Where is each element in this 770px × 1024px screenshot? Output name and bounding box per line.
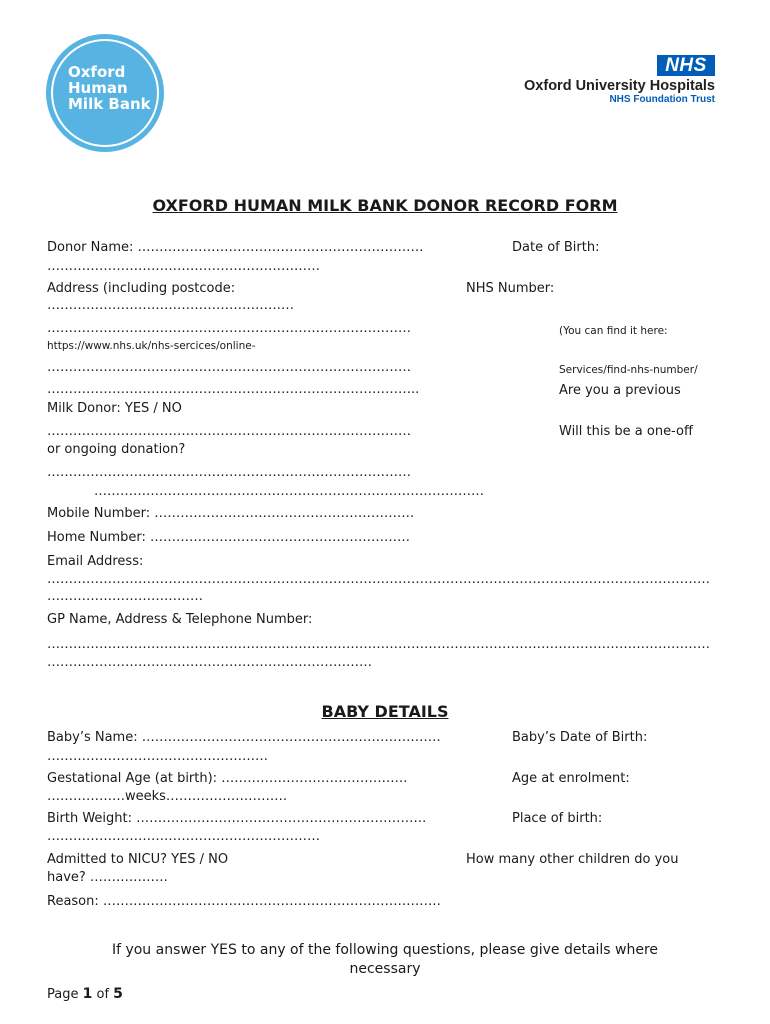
address-line-3: ………………………………………………………………………… xyxy=(47,360,411,375)
place-of-birth-label: Place of birth: xyxy=(512,811,603,826)
page-total: 5 xyxy=(113,986,123,1002)
ongoing-donation-label: or ongoing donation? xyxy=(47,442,186,457)
nhs-number-label: NHS Number: xyxy=(466,281,555,296)
org-trust: NHS Foundation Trust xyxy=(609,94,715,105)
instruction-note: If you answer YES to any of the following questions, please give details where necessary xyxy=(111,942,659,977)
baby-name-field: Baby’s Name: …………………………………………………………… xyxy=(47,730,441,745)
other-children-cont: have? ……………… xyxy=(47,870,168,885)
address-line-5: ………………………………………………………………………… xyxy=(47,424,411,439)
address-line-1: ………………………………………………… xyxy=(47,298,294,313)
nhs-logo: NHS xyxy=(657,55,715,76)
nicu-yes-no: Admitted to NICU? YES / NO xyxy=(47,852,229,867)
birth-weight-cont: ……………………………………………………… xyxy=(47,829,320,844)
gp-label: GP Name, Address & Telephone Number: xyxy=(47,612,313,627)
birth-weight-field: Birth Weight: …………………………………………………………. xyxy=(47,811,427,826)
baby-details-heading: BABY DETAILS xyxy=(321,702,449,721)
home-number-field: Home Number: …………………………………………………… xyxy=(47,530,411,545)
nhs-url-part2: Services/find-nhs-number/ xyxy=(559,364,698,376)
page-prefix: Page xyxy=(47,987,83,1002)
gestational-age-field: Gestational Age (at birth): ……………………………………. xyxy=(47,771,408,786)
logo-text: Oxford Human Milk Bank xyxy=(68,63,151,113)
gp-line-1: ……………………………………………………………………………………………………………………………………… xyxy=(47,637,710,652)
address-label: Address (including postcode: xyxy=(47,281,236,296)
address-line-6: ………………………………………………………………………… xyxy=(47,465,411,480)
nhs-find-note: (You can find it here: xyxy=(559,325,668,337)
page-number xyxy=(47,986,123,1002)
baby-dob-label: Baby’s Date of Birth: xyxy=(512,730,648,745)
org-name: Oxford University Hospitals xyxy=(524,78,715,94)
gp-line-2: ………………………………………………………………… xyxy=(47,655,372,670)
page-current: 1 xyxy=(82,986,93,1002)
age-enrolment-label: Age at enrolment: xyxy=(512,771,630,786)
donor-name-field: Donor Name: ………………………………………………………… xyxy=(47,240,424,255)
email-label: Email Address: xyxy=(47,554,144,569)
reason-field: Reason: …………………………………………………………………… xyxy=(47,894,441,909)
oneoff-label: Will this be a one-off xyxy=(559,424,693,439)
milk-bank-logo xyxy=(46,34,164,152)
address-line-4: ………………………………………………………………………….. xyxy=(47,382,420,397)
email-line-1: ……………………………………………………………………………………………………………………………………… xyxy=(47,572,710,587)
form-title: OXFORD HUMAN MILK BANK DONOR RECORD FORM xyxy=(152,196,618,215)
nhs-url-part1: https://www.nhs.uk/nhs-sercices/online- xyxy=(47,340,256,352)
address-line-7: ……………………………………………………………………………… xyxy=(94,484,484,499)
milk-donor-yes-no: Milk Donor: YES / NO xyxy=(47,401,182,416)
previous-donor-label: Are you a previous xyxy=(559,383,681,398)
gestational-weeks: ………………weeks………………………. xyxy=(47,789,288,804)
other-children-label: How many other children do you xyxy=(466,852,679,867)
baby-name-cont: …………………………………………… xyxy=(47,749,268,764)
donor-dob-label: Date of Birth: xyxy=(512,240,600,255)
page-mid: of xyxy=(92,987,114,1002)
mobile-number-field: Mobile Number: …………………………………………………… xyxy=(47,506,415,521)
donor-name-cont: ……………………………………………………… xyxy=(47,259,320,274)
address-line-2: ………………………………………………………………………… xyxy=(47,321,411,336)
email-line-2: ……………………………… xyxy=(47,589,203,604)
